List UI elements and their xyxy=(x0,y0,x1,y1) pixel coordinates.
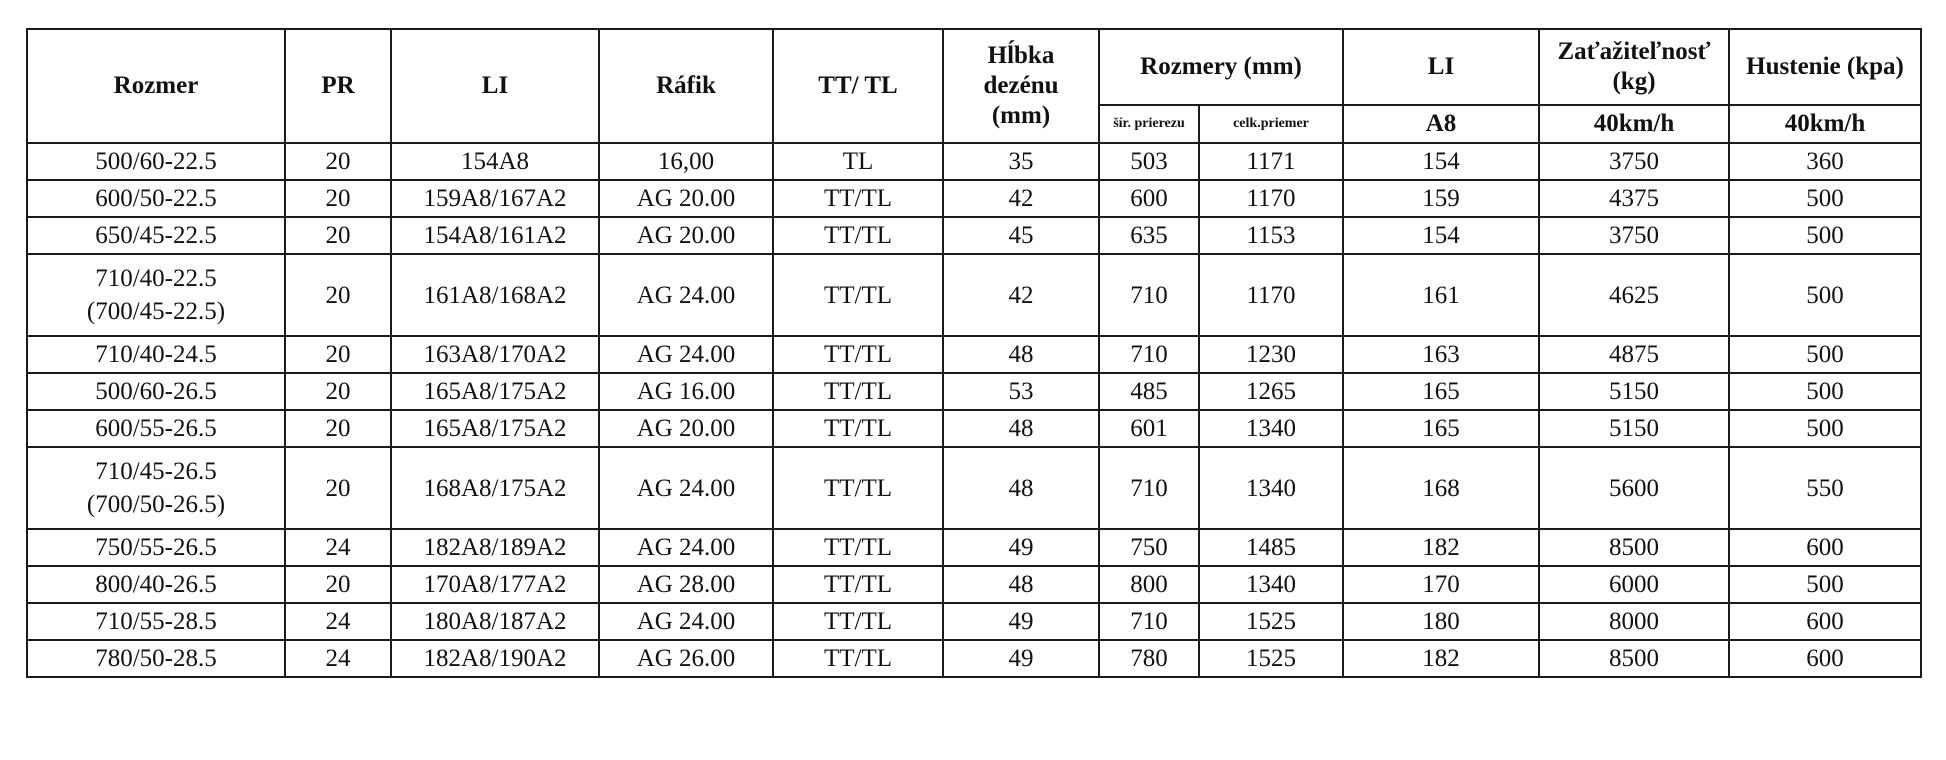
table-body xyxy=(27,143,1921,677)
cell-overall-diameter: 1340 xyxy=(1199,410,1343,447)
cell-pr: 20 xyxy=(285,336,391,373)
cell-inflation: 500 xyxy=(1729,217,1921,254)
cell-rim: AG 20.00 xyxy=(599,410,773,447)
cell-tread-depth: 49 xyxy=(943,603,1099,640)
cell-size-line: (700/50-26.5) xyxy=(86,491,226,518)
cell-tread-depth: 35 xyxy=(943,143,1099,180)
cell-inflation: 500 xyxy=(1729,180,1921,217)
cell-li: 182A8/190A2 xyxy=(391,640,599,677)
cell-size xyxy=(27,603,285,640)
cell-size-line: 650/45-22.5 xyxy=(95,222,217,249)
cell-load-capacity: 4625 xyxy=(1539,254,1729,336)
cell-tread-depth: 49 xyxy=(943,529,1099,566)
cell-pr: 24 xyxy=(285,640,391,677)
cell-pr: 24 xyxy=(285,529,391,566)
cell-pr: 20 xyxy=(285,143,391,180)
cell-tt-tl: TT/TL xyxy=(773,254,943,336)
cell-rim: AG 24.00 xyxy=(599,603,773,640)
cell-rim: AG 26.00 xyxy=(599,640,773,677)
header-li-2-sub: A8 xyxy=(1343,105,1539,143)
cell-inflation: 500 xyxy=(1729,336,1921,373)
cell-li-2: 159 xyxy=(1343,180,1539,217)
cell-li-2: 161 xyxy=(1343,254,1539,336)
cell-li: 180A8/187A2 xyxy=(391,603,599,640)
cell-size-line: 780/50-28.5 xyxy=(95,645,217,672)
cell-overall-diameter: 1171 xyxy=(1199,143,1343,180)
table-row xyxy=(27,254,1921,336)
header-tread-depth-line-3: (mm) xyxy=(991,102,1051,129)
header-dimensions: Rozmery (mm) xyxy=(1099,29,1343,105)
cell-pr: 20 xyxy=(285,180,391,217)
cell-size xyxy=(27,529,285,566)
header-load-capacity-line-1: Zaťažiteľnosť xyxy=(1557,38,1711,65)
header-li-2: LI xyxy=(1343,29,1539,105)
cell-pr: 24 xyxy=(285,603,391,640)
cell-size xyxy=(27,180,285,217)
cell-pr: 20 xyxy=(285,373,391,410)
cell-li-2: 180 xyxy=(1343,603,1539,640)
cell-tt-tl: TT/TL xyxy=(773,373,943,410)
cell-size xyxy=(27,143,285,180)
cell-tt-tl: TT/TL xyxy=(773,603,943,640)
cell-size xyxy=(27,217,285,254)
cell-size xyxy=(27,566,285,603)
cell-tread-depth: 53 xyxy=(943,373,1099,410)
cell-tt-tl: TT/TL xyxy=(773,217,943,254)
header-inflation: Hustenie (kpa) xyxy=(1729,29,1921,105)
cell-load-capacity: 8500 xyxy=(1539,640,1729,677)
cell-section-width: 503 xyxy=(1099,143,1199,180)
header-pr: PR xyxy=(285,29,391,143)
header-load-capacity-line-2: (kg) xyxy=(1612,68,1656,95)
cell-rim: AG 24.00 xyxy=(599,336,773,373)
cell-section-width: 710 xyxy=(1099,447,1199,529)
cell-li-2: 165 xyxy=(1343,410,1539,447)
cell-section-width: 600 xyxy=(1099,180,1199,217)
cell-li: 161A8/168A2 xyxy=(391,254,599,336)
table-row xyxy=(27,447,1921,529)
cell-size-line: 710/45-26.5 xyxy=(95,458,217,485)
table-row xyxy=(27,336,1921,373)
cell-pr: 20 xyxy=(285,410,391,447)
cell-li-2: 182 xyxy=(1343,640,1539,677)
cell-pr: 20 xyxy=(285,254,391,336)
cell-load-capacity: 6000 xyxy=(1539,566,1729,603)
cell-li-2: 163 xyxy=(1343,336,1539,373)
cell-load-capacity: 5150 xyxy=(1539,410,1729,447)
cell-section-width: 601 xyxy=(1099,410,1199,447)
cell-li: 168A8/175A2 xyxy=(391,447,599,529)
cell-rim: AG 20.00 xyxy=(599,217,773,254)
cell-rim: AG 24.00 xyxy=(599,529,773,566)
header-rim: Ráfik xyxy=(599,29,773,143)
cell-li: 154A8 xyxy=(391,143,599,180)
header-inflation-sub: 40km/h xyxy=(1729,105,1921,143)
table-row xyxy=(27,217,1921,254)
cell-overall-diameter: 1265 xyxy=(1199,373,1343,410)
header-size: Rozmer xyxy=(27,29,285,143)
cell-li-2: 170 xyxy=(1343,566,1539,603)
cell-inflation: 600 xyxy=(1729,603,1921,640)
cell-rim: AG 20.00 xyxy=(599,180,773,217)
cell-inflation: 500 xyxy=(1729,410,1921,447)
cell-size xyxy=(27,254,285,336)
cell-load-capacity: 3750 xyxy=(1539,143,1729,180)
cell-size-line: 710/55-28.5 xyxy=(95,608,217,635)
table-row xyxy=(27,529,1921,566)
cell-inflation: 600 xyxy=(1729,529,1921,566)
cell-tt-tl: TT/TL xyxy=(773,566,943,603)
cell-load-capacity: 5150 xyxy=(1539,373,1729,410)
cell-overall-diameter: 1170 xyxy=(1199,180,1343,217)
cell-rim: 16,00 xyxy=(599,143,773,180)
cell-size-line: 500/60-26.5 xyxy=(95,378,217,405)
cell-size xyxy=(27,640,285,677)
header-overall-diameter: celk.priemer xyxy=(1199,105,1343,143)
cell-size xyxy=(27,373,285,410)
cell-rim: AG 24.00 xyxy=(599,254,773,336)
cell-overall-diameter: 1525 xyxy=(1199,640,1343,677)
cell-section-width: 780 xyxy=(1099,640,1199,677)
table-row xyxy=(27,603,1921,640)
table-row xyxy=(27,180,1921,217)
cell-size xyxy=(27,447,285,529)
cell-tt-tl: TT/TL xyxy=(773,447,943,529)
cell-li: 170A8/177A2 xyxy=(391,566,599,603)
cell-overall-diameter: 1525 xyxy=(1199,603,1343,640)
cell-overall-diameter: 1340 xyxy=(1199,566,1343,603)
cell-overall-diameter: 1230 xyxy=(1199,336,1343,373)
cell-tt-tl: TT/TL xyxy=(773,410,943,447)
cell-size-line: 600/50-22.5 xyxy=(95,185,217,212)
table-row xyxy=(27,640,1921,677)
cell-tread-depth: 48 xyxy=(943,336,1099,373)
cell-load-capacity: 4375 xyxy=(1539,180,1729,217)
header-tread-depth-line-1: Hĺbka xyxy=(987,42,1055,69)
cell-rim: AG 16.00 xyxy=(599,373,773,410)
cell-size-line: 710/40-22.5 xyxy=(95,265,217,292)
cell-tread-depth: 49 xyxy=(943,640,1099,677)
cell-section-width: 710 xyxy=(1099,336,1199,373)
cell-section-width: 485 xyxy=(1099,373,1199,410)
cell-tread-depth: 45 xyxy=(943,217,1099,254)
cell-section-width: 750 xyxy=(1099,529,1199,566)
cell-overall-diameter: 1485 xyxy=(1199,529,1343,566)
cell-tt-tl: TT/TL xyxy=(773,180,943,217)
cell-inflation: 500 xyxy=(1729,373,1921,410)
cell-size-line: (700/45-22.5) xyxy=(86,298,226,325)
cell-load-capacity: 4875 xyxy=(1539,336,1729,373)
cell-tt-tl: TT/TL xyxy=(773,336,943,373)
cell-size-line: 800/40-26.5 xyxy=(95,571,217,598)
header-load-capacity xyxy=(1539,29,1729,105)
header-tread-depth-line-2: dezénu xyxy=(983,72,1059,99)
cell-li: 154A8/161A2 xyxy=(391,217,599,254)
cell-li-2: 182 xyxy=(1343,529,1539,566)
cell-li: 159A8/167A2 xyxy=(391,180,599,217)
cell-rim: AG 24.00 xyxy=(599,447,773,529)
cell-tt-tl: TT/TL xyxy=(773,640,943,677)
cell-tread-depth: 48 xyxy=(943,566,1099,603)
cell-overall-diameter: 1153 xyxy=(1199,217,1343,254)
header-row-top xyxy=(27,29,1921,105)
cell-section-width: 710 xyxy=(1099,603,1199,640)
cell-load-capacity: 5600 xyxy=(1539,447,1729,529)
cell-size xyxy=(27,410,285,447)
cell-pr: 20 xyxy=(285,217,391,254)
table-row xyxy=(27,373,1921,410)
cell-size-line: 750/55-26.5 xyxy=(95,534,217,561)
cell-rim: AG 28.00 xyxy=(599,566,773,603)
cell-size xyxy=(27,336,285,373)
cell-inflation: 360 xyxy=(1729,143,1921,180)
header-section-width: šír. prierezu xyxy=(1099,105,1199,143)
cell-li: 163A8/170A2 xyxy=(391,336,599,373)
cell-tread-depth: 42 xyxy=(943,254,1099,336)
cell-li-2: 154 xyxy=(1343,217,1539,254)
table-row xyxy=(27,566,1921,603)
cell-pr: 20 xyxy=(285,566,391,603)
cell-load-capacity: 3750 xyxy=(1539,217,1729,254)
cell-load-capacity: 8500 xyxy=(1539,529,1729,566)
cell-li-2: 165 xyxy=(1343,373,1539,410)
cell-load-capacity: 8000 xyxy=(1539,603,1729,640)
header-li: LI xyxy=(391,29,599,143)
cell-tt-tl: TT/TL xyxy=(773,529,943,566)
cell-li: 165A8/175A2 xyxy=(391,410,599,447)
cell-li-2: 168 xyxy=(1343,447,1539,529)
header-tt-tl: TT/ TL xyxy=(773,29,943,143)
cell-size-line: 600/55-26.5 xyxy=(95,415,217,442)
cell-section-width: 710 xyxy=(1099,254,1199,336)
cell-section-width: 800 xyxy=(1099,566,1199,603)
cell-inflation: 500 xyxy=(1729,254,1921,336)
cell-pr: 20 xyxy=(285,447,391,529)
cell-tread-depth: 42 xyxy=(943,180,1099,217)
cell-section-width: 635 xyxy=(1099,217,1199,254)
cell-size-line: 710/40-24.5 xyxy=(95,341,217,368)
cell-tread-depth: 48 xyxy=(943,447,1099,529)
cell-li: 182A8/189A2 xyxy=(391,529,599,566)
header-load-capacity-sub: 40km/h xyxy=(1539,105,1729,143)
cell-tt-tl: TL xyxy=(773,143,943,180)
cell-inflation: 550 xyxy=(1729,447,1921,529)
header-tread-depth xyxy=(943,29,1099,143)
cell-size-line: 500/60-22.5 xyxy=(95,148,217,175)
cell-tread-depth: 48 xyxy=(943,410,1099,447)
table-row xyxy=(27,410,1921,447)
cell-overall-diameter: 1340 xyxy=(1199,447,1343,529)
cell-li-2: 154 xyxy=(1343,143,1539,180)
cell-inflation: 600 xyxy=(1729,640,1921,677)
cell-li: 165A8/175A2 xyxy=(391,373,599,410)
cell-overall-diameter: 1170 xyxy=(1199,254,1343,336)
table-row xyxy=(27,143,1921,180)
tire-spec-table xyxy=(26,28,1922,678)
cell-inflation: 500 xyxy=(1729,566,1921,603)
